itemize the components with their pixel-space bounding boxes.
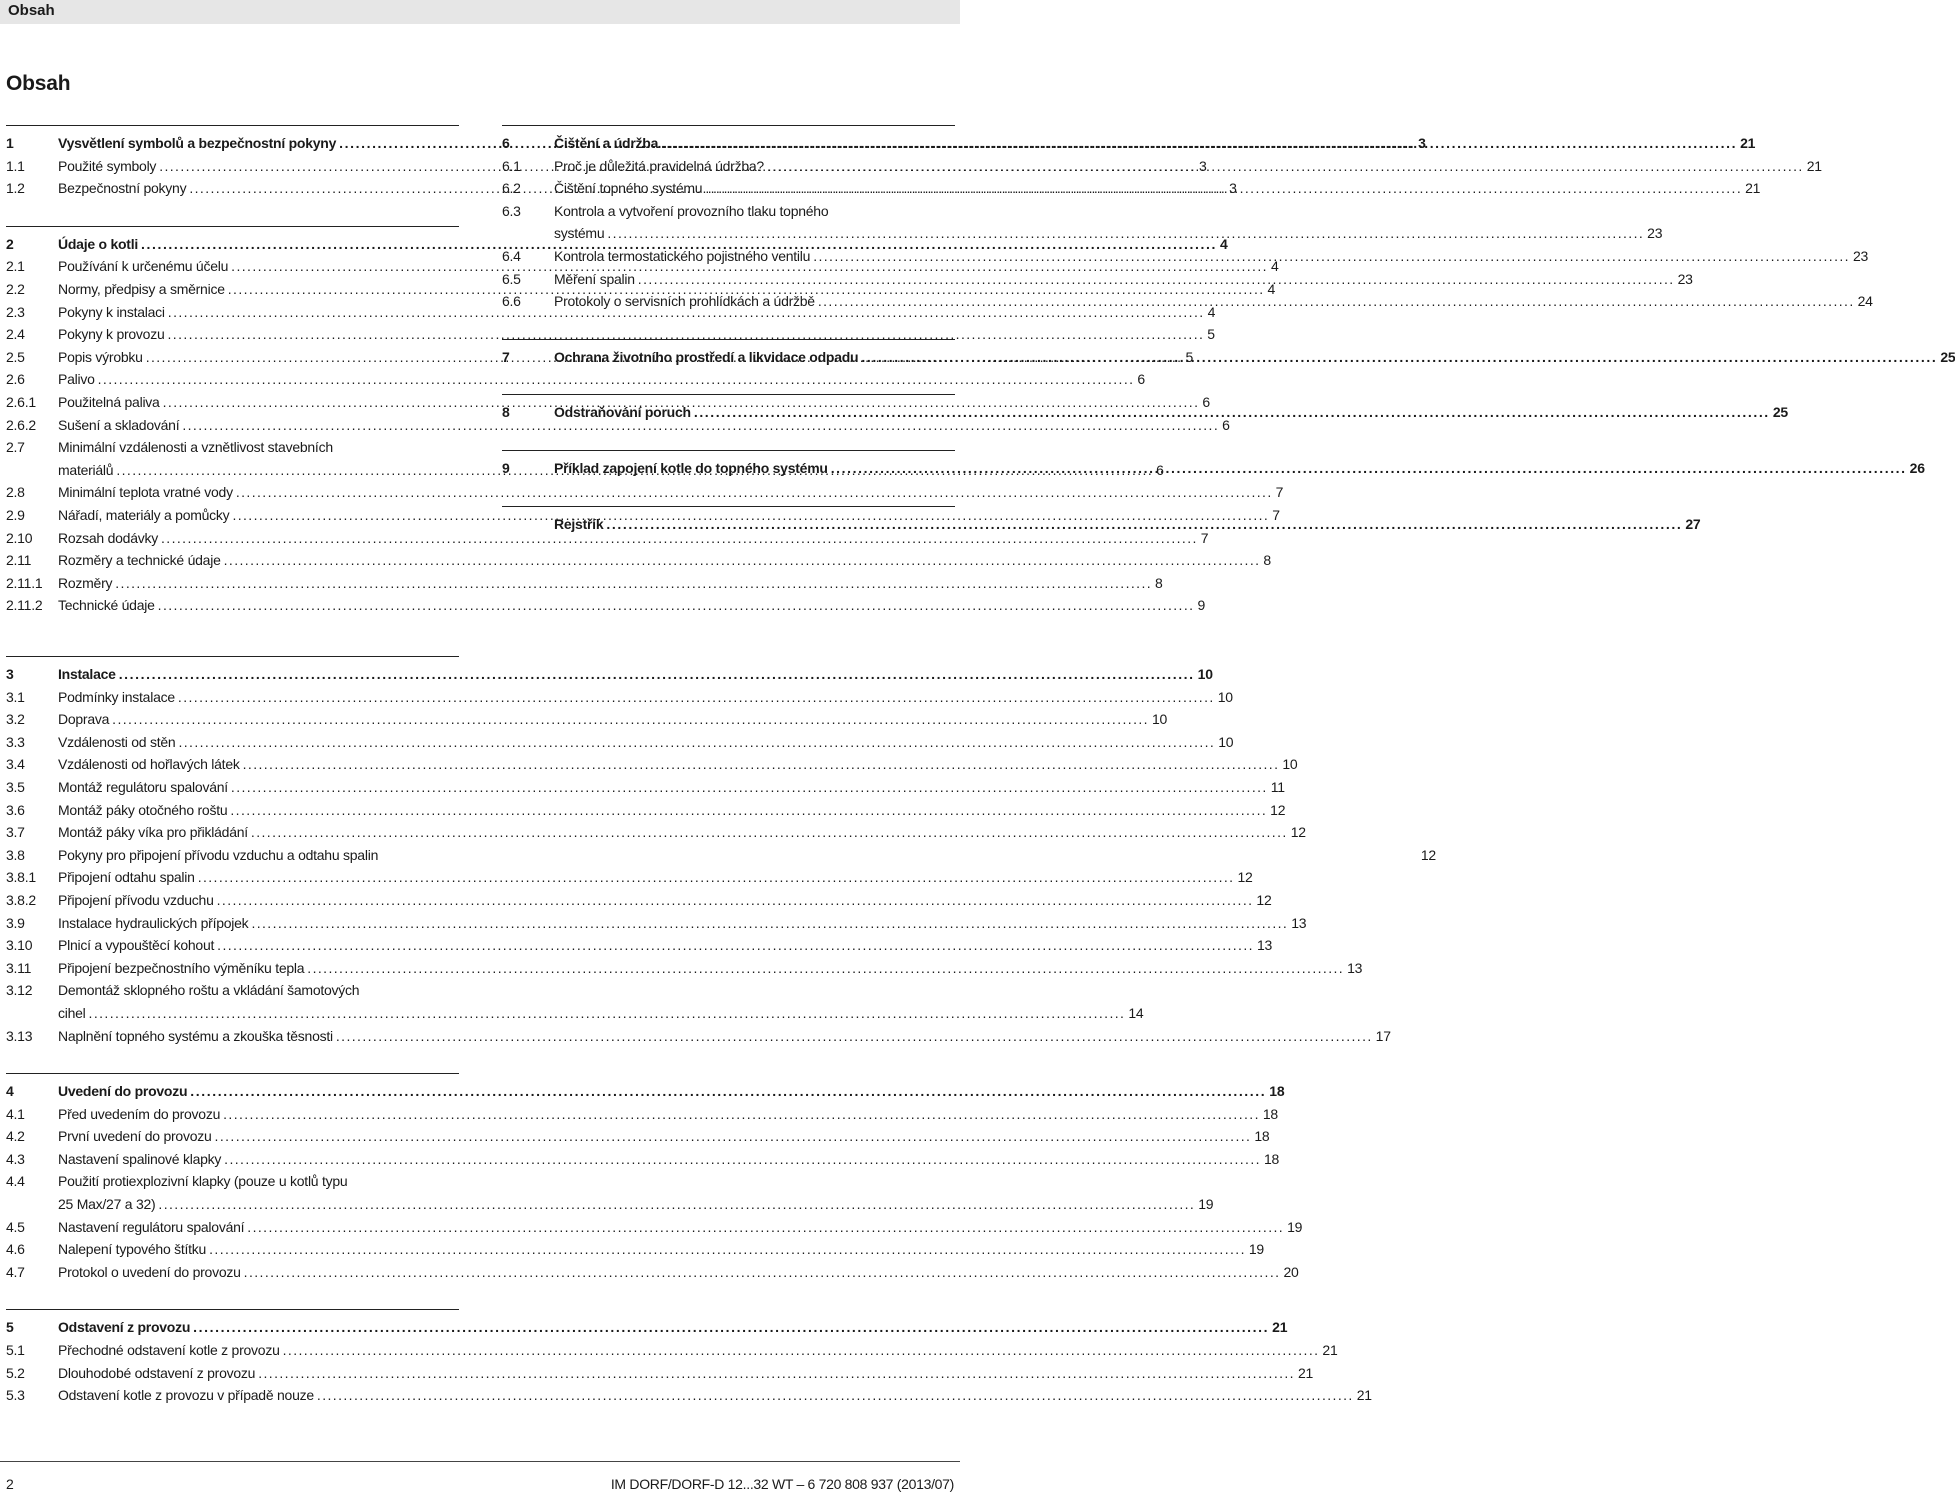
toc-entry[interactable] <box>6 1103 1278 1126</box>
toc-entry-number: 2.6 <box>6 371 25 388</box>
toc-entry-label: Montáž páky víka pro přikládání <box>58 824 248 841</box>
toc-leader-dots <box>244 1261 1281 1284</box>
toc-entry-label: Čištění topného systému <box>554 180 703 197</box>
toc-entry-label: Použité symboly <box>58 157 157 174</box>
toc-entry-label: Pokyny k provozu <box>58 326 165 343</box>
toc-leader-dots <box>247 1216 1284 1239</box>
toc-entry-page: 12 <box>1420 846 1436 863</box>
toc-entry-label: Vzdálenosti od stěn <box>58 733 176 750</box>
toc-entry-number: 3.3 <box>6 733 25 750</box>
toc-leader-dots <box>190 1080 1266 1103</box>
toc-entry-label: Rozměry <box>58 574 113 591</box>
toc-entry-label: Palivo <box>58 371 95 388</box>
toc-column-right <box>502 125 1955 561</box>
toc-entry-page: 13 <box>1291 914 1307 931</box>
toc-entry-number: 2.11.1 <box>6 574 43 591</box>
toc-entry-page: 9 <box>1197 597 1205 614</box>
toc-section <box>502 394 1788 424</box>
toc-entry-page: 12 <box>1256 891 1272 908</box>
toc-entry-number: 4.1 <box>6 1105 25 1122</box>
toc-entry-page: 21 <box>1806 157 1822 174</box>
toc-entry[interactable] <box>6 368 1145 391</box>
toc-entry-number: 3.8 <box>6 846 25 863</box>
toc-leader-dots <box>251 821 1288 844</box>
toc-entry[interactable] <box>6 1148 1280 1171</box>
toc-entry-page: 18 <box>1254 1128 1270 1145</box>
toc-entry-label: Sušení a skladování <box>58 416 180 433</box>
toc-entry[interactable] <box>6 708 1168 731</box>
toc-entry-number: 3.4 <box>6 756 25 773</box>
toc-entry-label: Pokyny k instalaci <box>58 303 165 320</box>
toc-entry[interactable] <box>6 844 1436 867</box>
toc-entry-page: 23 <box>1647 225 1663 242</box>
toc-chapter-entry[interactable] <box>502 346 1955 369</box>
toc-entry-number: 5.3 <box>6 1387 25 1404</box>
toc-section <box>6 1309 1372 1406</box>
toc-entry-number: 6.5 <box>502 270 521 287</box>
toc-entry-page: 23 <box>1677 270 1693 287</box>
toc-entry-number: 2.4 <box>6 326 25 343</box>
toc-entry[interactable] <box>502 268 1693 291</box>
toc-entry-label: Použití protiexplozivní klapky (pouze u kotlů typu <box>58 1173 348 1190</box>
toc-leader-dots <box>606 513 1682 536</box>
toc-entry-number: 3.10 <box>6 937 33 954</box>
toc-entry-label: Minimální vzdálenosti a vznětlivost stavebních <box>58 439 333 456</box>
toc-entry-page: 27 <box>1685 515 1701 532</box>
toc-entry-number: 5.2 <box>6 1364 25 1381</box>
toc-chapter-entry[interactable] <box>502 401 1788 424</box>
toc-entry-number: 2.7 <box>6 439 25 456</box>
toc-entry-label: Podmínky instalace <box>58 688 175 705</box>
toc-entry-page: 18 <box>1262 1105 1278 1122</box>
toc-entry-label: Nalepení typového štítku <box>58 1241 207 1258</box>
toc-entry-number: 5.1 <box>6 1342 25 1359</box>
toc-entry-number: 2 <box>6 235 14 252</box>
toc-entry[interactable] <box>6 436 459 459</box>
toc-entry-label: Uvedení do provozu <box>58 1083 188 1100</box>
toc-entry-label: Demontáž sklopného roštu a vkládání šamotových <box>58 982 360 999</box>
toc-leader-dots <box>112 708 1149 731</box>
toc-leader-dots <box>119 663 1195 686</box>
toc-leader-dots <box>317 1384 1354 1407</box>
toc-entry-page: 19 <box>1248 1241 1264 1258</box>
toc-entry-label: Normy, předpisy a směrnice <box>58 280 225 297</box>
toc-entry-page: 21 <box>1740 135 1756 151</box>
toc-entry-page: 7 <box>1200 529 1209 546</box>
toc-leader-dots <box>705 177 1742 200</box>
toc-entry-label: Použitelná paliva <box>58 393 160 410</box>
toc-leader-dots <box>230 799 1267 822</box>
toc-entry[interactable] <box>502 245 1869 268</box>
toc-entry-page: 3 <box>1418 135 1426 151</box>
toc-entry-page: 13 <box>1256 937 1273 954</box>
toc-entry-number: 1.2 <box>6 180 25 197</box>
toc-entry-page: 23 <box>1852 247 1869 264</box>
toc-leader-dots <box>831 457 1907 480</box>
toc-entry-number: 1.1 <box>6 157 25 174</box>
toc-entry-page: 19 <box>1287 1218 1303 1235</box>
toc-entry[interactable] <box>6 934 1273 957</box>
toc-entry-page: 6 <box>1222 416 1230 433</box>
toc-entry-label: Nářadí, materiály a pomůcky <box>58 506 230 523</box>
toc-entry-page: 12 <box>1270 801 1286 818</box>
toc-entry-label: Instalace <box>58 666 116 682</box>
toc-leader-dots <box>217 889 1254 912</box>
toc-entry-page: 25 <box>1772 404 1788 421</box>
toc-entry-label: Instalace hydraulických přípojek <box>58 914 249 931</box>
toc-entry[interactable] <box>6 1339 1338 1362</box>
toc-entry[interactable] <box>502 290 1873 313</box>
toc-entry-label: Montáž regulátoru spalování <box>58 778 228 795</box>
toc-leader-dots <box>193 1316 1269 1339</box>
toc-entry-page: 6 <box>1137 371 1145 388</box>
toc-entry-label: Rejstřík <box>554 515 604 532</box>
toc-section <box>6 656 1436 1047</box>
toc-entry-page: 17 <box>1375 1027 1391 1044</box>
toc-entry-label: Čištění a údržba <box>554 135 659 151</box>
toc-entry[interactable] <box>6 527 1209 550</box>
toc-entry-label: Nastavení spalinové klapky <box>58 1150 222 1167</box>
toc-entry-page: 4 <box>1270 258 1279 275</box>
toc-entry-number: 3.6 <box>6 801 25 818</box>
toc-entry-label: cihel <box>58 1004 86 1021</box>
toc-entry-number: 3.13 <box>6 1027 33 1044</box>
toc-leader-dots <box>861 346 1937 369</box>
toc-entry-page: 25 <box>1940 348 1955 365</box>
toc-entry[interactable] <box>6 889 1272 912</box>
toc-entry[interactable] <box>6 1193 1214 1216</box>
toc-entry[interactable] <box>6 753 1298 776</box>
toc-entry-page: 11 <box>1270 778 1285 795</box>
toc-entry-number: 4.3 <box>6 1150 25 1167</box>
toc-entry-label: Měření spalin <box>554 270 635 287</box>
toc-entry-page: 13 <box>1347 959 1363 976</box>
toc-entry-page: 5 <box>1207 326 1215 343</box>
toc-entry-label: Technické údaje <box>58 597 155 614</box>
toc-entry-page: 10 <box>1151 711 1168 728</box>
toc-entry-page: 10 <box>1197 666 1213 682</box>
toc-entry-number: 2.5 <box>6 348 25 365</box>
toc-entry-number: 6.4 <box>502 247 521 264</box>
toc-entry[interactable] <box>502 222 1663 245</box>
toc-leader-dots <box>307 957 1344 980</box>
header-title: Obsah <box>8 2 55 19</box>
toc-leader-dots <box>607 222 1644 245</box>
toc-entry[interactable] <box>502 177 1761 200</box>
toc-leader-dots <box>89 1002 1126 1025</box>
toc-entry-label: Rozměry a technické údaje <box>58 552 221 569</box>
toc-entry-page: 18 <box>1263 1150 1280 1167</box>
toc-entry-page: 3 <box>1198 157 1207 174</box>
toc-leader-dots <box>158 1193 1195 1216</box>
toc-section <box>502 506 1701 536</box>
toc-entry[interactable] <box>6 1362 1314 1385</box>
toc-entry[interactable] <box>6 866 1253 889</box>
toc-column-left-bottom <box>6 656 1436 1433</box>
toc-entry-number: 6.3 <box>502 202 521 219</box>
toc-entry[interactable] <box>6 957 1363 980</box>
toc-entry-number: 6.1 <box>502 157 521 174</box>
toc-entry-number: 9 <box>502 459 510 476</box>
toc-leader-dots <box>231 776 1268 799</box>
toc-leader-dots <box>813 245 1850 268</box>
toc-entry-page: 7 <box>1272 506 1280 523</box>
toc-section <box>502 339 1955 369</box>
toc-entry[interactable] <box>6 1261 1299 1284</box>
toc-entry-number: 2.6.1 <box>6 393 36 410</box>
toc-entry-number: 4.6 <box>6 1241 25 1258</box>
toc-entry[interactable] <box>6 572 1163 595</box>
toc-entry-page: 7 <box>1275 484 1284 501</box>
toc-entry-page: 10 <box>1282 756 1298 773</box>
toc-entry-label: Plnicí a vypouštěcí kohout <box>58 937 215 954</box>
toc-entry-label: Odstraňování poruch <box>554 404 691 421</box>
toc-entry-label: Protokol o uvedení do provozu <box>58 1263 241 1280</box>
toc-leader-dots <box>243 753 1280 776</box>
toc-leader-dots <box>224 1148 1261 1171</box>
toc-entry-label: Odstavení z provozu <box>58 1319 191 1336</box>
toc-entry-number: 2.8 <box>6 484 25 501</box>
toc-entry-label: Nastavení regulátoru spalování <box>58 1218 245 1235</box>
toc-entry-label: Příklad zapojení kotle do topného systému <box>554 459 828 476</box>
toc-entry[interactable] <box>6 549 1271 572</box>
toc-chapter-entry[interactable] <box>6 1316 1288 1339</box>
toc-entry[interactable] <box>6 594 1205 617</box>
toc-leader-dots <box>638 268 1675 291</box>
toc-leader-dots <box>661 132 1737 155</box>
toc-entry-label: Minimální teplota vratné vody <box>58 484 233 501</box>
toc-entry-label: Připojení odtahu spalin <box>58 869 195 886</box>
footer-rule <box>0 1461 960 1462</box>
toc-entry-number: 3.8.2 <box>6 891 36 908</box>
toc-entry-page: 21 <box>1297 1364 1314 1381</box>
toc-entry-page: 26 <box>1909 459 1925 476</box>
toc-entry-label: Protokoly o servisních prohlídkách a údržbě <box>554 293 815 310</box>
toc-leader-dots <box>178 686 1215 709</box>
toc-entry-number: 3.2 <box>6 711 25 728</box>
toc-entry-label: systému <box>554 225 605 242</box>
toc-entry-label: Používání k určenému účelu <box>58 258 229 275</box>
toc-leader-dots <box>258 1362 1295 1385</box>
toc-entry-label: 25 Max/27 a 32) <box>58 1196 156 1213</box>
toc-entry-page: 21 <box>1356 1387 1372 1404</box>
toc-entry-number: 4.5 <box>6 1218 25 1235</box>
toc-leader-dots <box>158 594 1195 617</box>
toc-entry-page: 6 <box>1156 461 1164 478</box>
toc-entry-label: Rozsah dodávky <box>58 529 159 546</box>
toc-entry-page: 21 <box>1322 1342 1338 1359</box>
footer-page-number: 2 <box>6 1476 14 1492</box>
toc-entry-page: 21 <box>1745 180 1761 197</box>
toc-entry-page: 10 <box>1218 733 1234 750</box>
toc-entry-number: 3.5 <box>6 778 25 795</box>
toc-entry-page: 4 <box>1207 303 1216 320</box>
toc-leader-dots <box>115 572 1152 595</box>
toc-entry[interactable] <box>6 799 1286 822</box>
toc-leader-dots <box>178 731 1215 754</box>
toc-entry[interactable] <box>502 200 955 223</box>
toc-entry-number: 2.11.2 <box>6 597 43 614</box>
toc-entry-page: 8 <box>1155 574 1163 591</box>
toc-entry-page: 6 <box>1202 393 1210 410</box>
toc-entry-page: 19 <box>1198 1196 1214 1213</box>
toc-entry-label: Kontrola a vytvoření provozního tlaku topného <box>554 202 829 219</box>
toc-entry-number: 1 <box>6 135 14 151</box>
toc-chapter-entry[interactable] <box>6 1080 1285 1103</box>
toc-leader-dots <box>198 866 1235 889</box>
toc-entry[interactable] <box>502 155 1822 178</box>
toc-entry[interactable] <box>6 686 1233 709</box>
toc-entry-number: 5 <box>6 1319 14 1336</box>
toc-entry-number: 6 <box>502 135 510 151</box>
toc-entry-number: 3.12 <box>6 982 33 999</box>
toc-entry-label: Dlouhodobé odstavení z provozu <box>58 1364 256 1381</box>
toc-entry-page: 4 <box>1267 280 1276 297</box>
toc-entry-label: Popis výrobku <box>58 348 143 365</box>
toc-entry[interactable] <box>6 414 1230 437</box>
toc-entry-label: Přechodné odstavení kotle z provozu <box>58 1342 280 1359</box>
toc-entry-number: 6.2 <box>502 180 521 197</box>
toc-entry-number: 6.6 <box>502 293 521 310</box>
toc-entry[interactable] <box>6 1384 1372 1407</box>
toc-entry-number: 3.11 <box>6 959 32 976</box>
toc-entry-label: Pokyny pro připojení přívodu vzduchu a odtahu spalin <box>58 846 379 863</box>
toc-entry-number: 4.7 <box>6 1263 25 1280</box>
toc-entry-number: 2.10 <box>6 529 33 546</box>
toc-leader-dots <box>223 1103 1260 1126</box>
toc-chapter-entry[interactable] <box>502 132 1756 155</box>
toc-entry-label: Vysvětlení symbolů a bezpečnostní pokyny <box>58 135 337 151</box>
toc-entry-number: 4.4 <box>6 1173 25 1190</box>
toc-entry-label: Připojení bezpečnostního výměníku tepla <box>58 959 305 976</box>
toc-leader-dots <box>215 1125 1252 1148</box>
toc-entry-label: Kontrola termostatického pojistného ventilu <box>554 247 811 264</box>
toc-entry-number: 3 <box>6 666 14 682</box>
toc-entry[interactable] <box>6 1002 1144 1025</box>
toc-entry[interactable] <box>6 1216 1303 1239</box>
toc-entry-label: Údaje o kotli <box>58 235 138 252</box>
toc-entry-label: Naplnění topného systému a zkouška těsnosti <box>58 1027 333 1044</box>
toc-entry-page: 4 <box>1219 235 1228 252</box>
toc-entry-page: 24 <box>1857 293 1873 310</box>
toc-entry-label: Montáž páky otočného roštu <box>58 801 228 818</box>
toc-chapter-entry[interactable] <box>502 513 1701 536</box>
toc-chapter-entry[interactable] <box>6 663 1213 686</box>
toc-entry-number: 3.7 <box>6 824 25 841</box>
toc-entry-number: 2.11 <box>6 552 32 569</box>
toc-entry-number: 2.9 <box>6 506 25 523</box>
toc-entry-page: 8 <box>1263 552 1271 569</box>
toc-entry-page: 3 <box>1229 180 1237 197</box>
toc-entry-label: Ochrana životního prostředí a likvidace odpadu <box>554 348 859 365</box>
toc-entry-page: 10 <box>1217 688 1233 705</box>
toc-entry-number: 3.8.1 <box>6 869 36 886</box>
toc-section <box>502 450 1925 480</box>
page-title: Obsah <box>6 72 71 95</box>
footer-document-id: IM DORF/DORF-D 12...32 WT – 6 720 808 937 (2013/07) <box>610 1476 954 1492</box>
toc-leader-dots <box>217 934 1254 957</box>
toc-entry-page: 12 <box>1290 824 1306 841</box>
toc-entry-label: Před uvedením do provozu <box>58 1105 221 1122</box>
toc-leader-dots <box>209 1238 1246 1261</box>
toc-entry-number: 2.1 <box>6 258 25 275</box>
toc-entry-label: Vzdálenosti od hořlavých látek <box>58 756 240 773</box>
toc-entry-number: 3.9 <box>6 914 25 931</box>
toc-entry-number: 8 <box>502 404 510 421</box>
toc-entry-number: 4.2 <box>6 1128 25 1145</box>
toc-entry[interactable] <box>6 1238 1264 1261</box>
toc-entry-number: 2.3 <box>6 303 25 320</box>
toc-chapter-entry[interactable] <box>502 457 1925 480</box>
toc-leader-dots <box>251 912 1288 935</box>
toc-entry[interactable] <box>6 1125 1270 1148</box>
toc-leader-dots <box>818 290 1855 313</box>
toc-entry-page: 21 <box>1272 1319 1288 1336</box>
toc-leader-dots <box>336 1025 1373 1048</box>
toc-entry-number: 4 <box>6 1083 14 1100</box>
toc-entry[interactable] <box>6 481 1284 504</box>
toc-leader-dots <box>767 155 1804 178</box>
toc-entry[interactable] <box>6 821 1306 844</box>
toc-entry-label: Odstavení kotle z provozu v případě nouze <box>58 1387 314 1404</box>
toc-entry[interactable] <box>6 323 1215 346</box>
toc-entry-label: Bezpečnostní pokyny <box>58 180 187 197</box>
toc-leader-dots <box>283 1339 1320 1362</box>
toc-entry-number: 7 <box>502 348 510 365</box>
toc-entry-label: První uvedení do provozu <box>58 1128 212 1145</box>
toc-entry-page: 5 <box>1185 348 1194 365</box>
toc-entry-label: Proč je důležitá pravidelná údržba? <box>554 157 764 174</box>
header-bar <box>0 0 960 24</box>
toc-entry-page: 18 <box>1269 1083 1285 1100</box>
toc-section <box>6 1073 1303 1283</box>
toc-section <box>502 125 1873 313</box>
toc-entry-number: 2.6.2 <box>6 416 36 433</box>
toc-entry-label: Připojení přívodu vzduchu <box>58 891 214 908</box>
toc-leader-dots <box>694 401 1770 424</box>
toc-entry-number: 3.1 <box>6 688 25 705</box>
toc-entry-page: 20 <box>1283 1263 1299 1280</box>
toc-entry[interactable] <box>6 776 1285 799</box>
toc-entry[interactable] <box>6 1025 1391 1048</box>
toc-entry-number: 2.2 <box>6 280 25 297</box>
toc-entry-page: 14 <box>1128 1004 1144 1021</box>
toc-entry-label: materiálů <box>58 461 114 478</box>
toc-entry[interactable] <box>6 731 1234 754</box>
toc-entry[interactable] <box>6 979 459 1002</box>
toc-entry[interactable] <box>6 912 1307 935</box>
toc-entry-label: Doprava <box>58 711 110 728</box>
toc-entry[interactable] <box>6 1170 459 1193</box>
toc-entry-page: 12 <box>1237 869 1253 886</box>
